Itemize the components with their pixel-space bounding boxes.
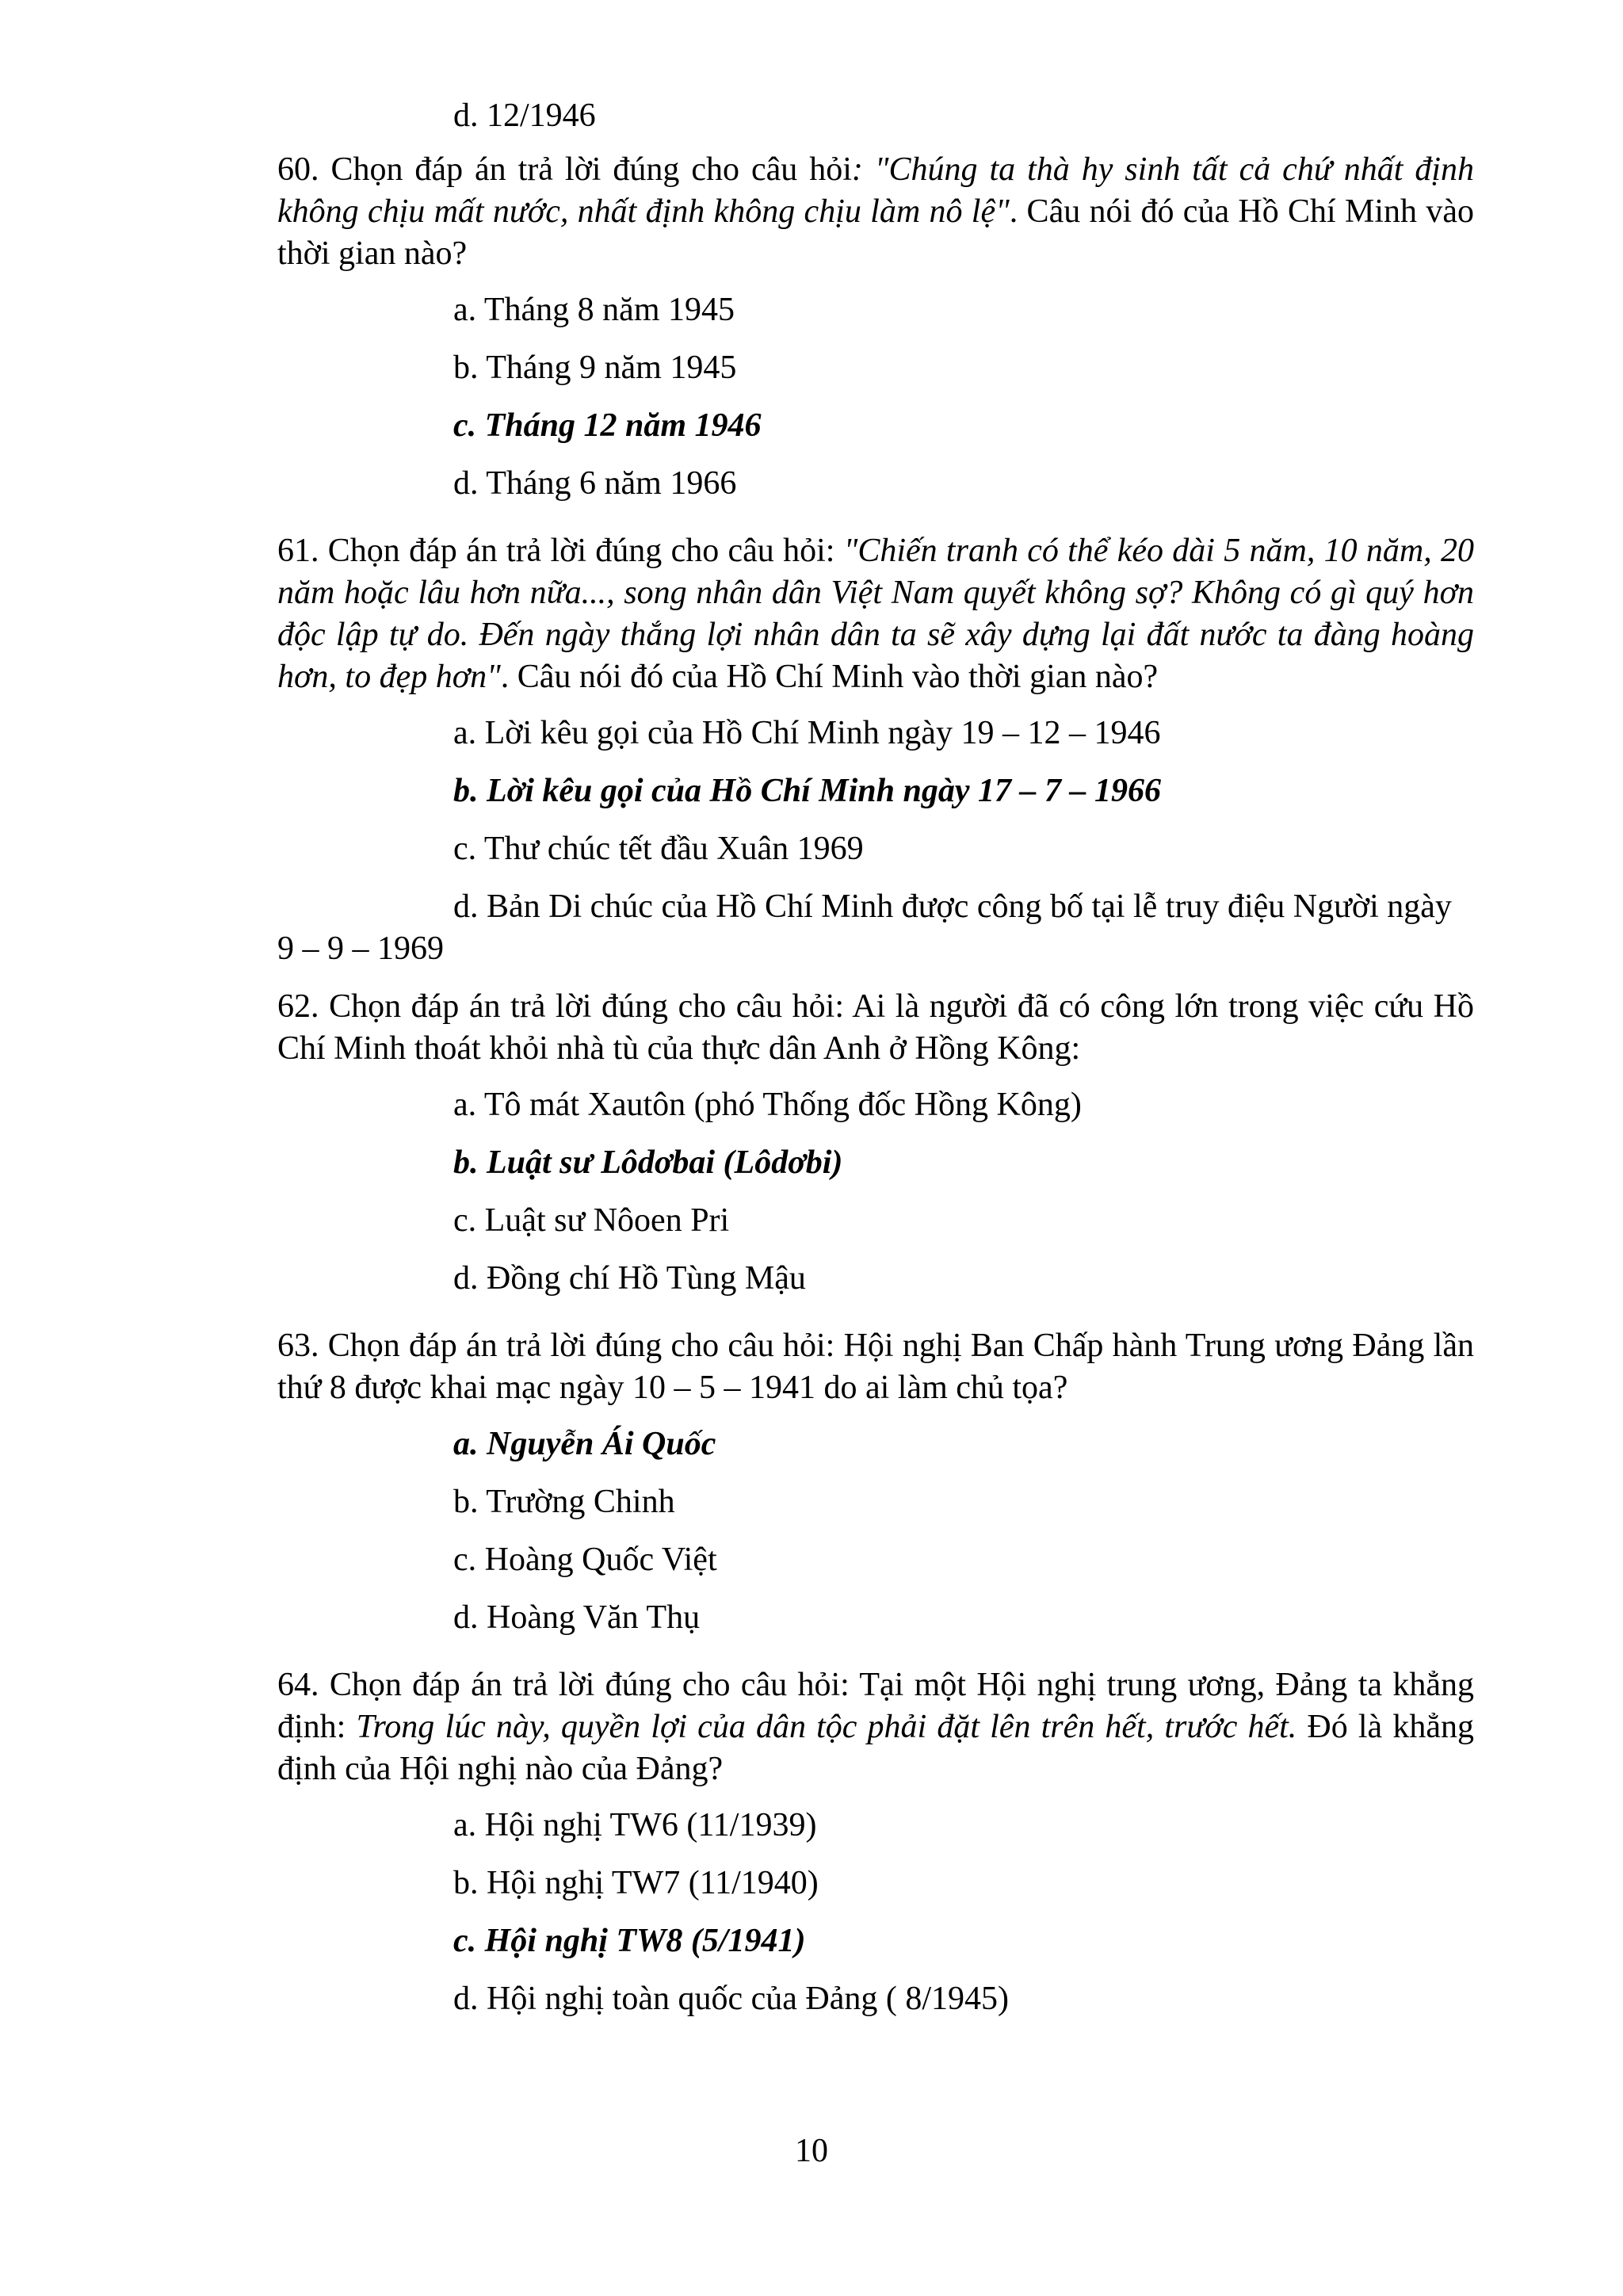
question-60-option-b: b. Tháng 9 năm 1945 — [453, 350, 737, 386]
question-60 — [277, 149, 1474, 275]
question-64-option-c-correct: c. Hội nghị TW8 (5/1941) — [453, 1923, 806, 1959]
question-60-option-a: a. Tháng 8 năm 1945 — [453, 292, 735, 328]
question-60-options — [277, 289, 1474, 521]
page-number: 10 — [795, 2133, 828, 2169]
question-61-option-a: a. Lời kêu gọi của Hồ Chí Minh ngày 19 – 12 – 1946 — [453, 715, 1161, 751]
question-64-option-d: d. Hội nghị toàn quốc của Đảng ( 8/1945) — [453, 1981, 1010, 2017]
question-62-option-d: d. Đồng chí Hồ Tùng Mậu — [453, 1260, 806, 1297]
question-64-option-b: b. Hội nghị TW7 (11/1940) — [453, 1865, 819, 1901]
question-60-quote: : "Chúng ta thà hy sinh tất cả chứ nhất định không chịu mất nước, nhất định không chịu làm nô lệ" — [277, 151, 1474, 230]
question-61-suffix: . Câu nói đó của Hồ Chí Minh vào thời gian nào? — [500, 659, 1159, 695]
question-60-option-d: d. Tháng 6 năm 1966 — [453, 465, 737, 502]
question-61-quote: "Chiến tranh có thể kéo dài 5 năm, 10 năm, 20 năm hoặc lâu hơn nữa..., song nhân dân Việt Nam quyết không sợ? Không có gì quý hơn độc lập tự do. Đến ngày thắng lợi nhân dân ta sẽ xây dựng lại đất nước ta đàng hoàng hơn, to đẹp hơn" — [277, 533, 1475, 695]
question-62-option-c: c. Luật sư Nôoen Pri — [453, 1202, 730, 1239]
question-64-option-a: a. Hội nghị TW6 (11/1939) — [453, 1807, 817, 1843]
question-64-quote: Trong lúc này, quyền lợi của dân tộc phải đặt lên trên hết, trước hết. — [356, 1709, 1297, 1745]
question-60-option-c-correct: c. Tháng 12 năm 1946 — [453, 407, 762, 444]
question-64 — [277, 1664, 1474, 1790]
question-64-options — [277, 1805, 1474, 2036]
question-60-prefix: 60. Chọn đáp án trả lời đúng cho câu hỏi — [277, 151, 852, 188]
question-63-option-d: d. Hoàng Văn Thụ — [453, 1599, 701, 1636]
question-62-option-a: a. Tô mát Xautôn (phó Thống đốc Hồng Kông) — [453, 1087, 1082, 1123]
question-61-option-d: d. Bản Di chúc của Hồ Chí Minh được công bố tại lễ truy điệu Người ngày 9 – 9 – 1969 — [277, 888, 1452, 967]
question-63-option-b: b. Trường Chinh — [453, 1484, 675, 1520]
question-63-option-c: c. Hoàng Quốc Việt — [453, 1541, 717, 1578]
question-61-option-c: c. Thư chúc tết đầu Xuân 1969 — [453, 831, 864, 867]
question-63: 63. Chọn đáp án trả lời đúng cho câu hỏi: Hội nghị Ban Chấp hành Trung ương Đảng lần thứ 8 được khai mạc ngày 10 – 5 – 1941 do ai làm chủ tọa? — [277, 1328, 1474, 1406]
question-63-option-a-correct: a. Nguyễn Ái Quốc — [453, 1426, 716, 1462]
question-61 — [277, 530, 1474, 698]
question-62: 62. Chọn đáp án trả lời đúng cho câu hỏi: Ai là người đã có công lớn trong việc cứu Hồ Chí Minh thoát khỏi nhà tù của thực dân Anh ở Hồng Kông: — [277, 988, 1474, 1067]
question-64-prefix: 64. Chọn đáp án trả lời đúng cho câu hỏi: Tại một Hội nghị trung ương, Đảng ta khẳng định: — [277, 1667, 1474, 1745]
question-64-suffix: Đó là khẳng định của Hội nghị nào của Đảng? — [277, 1709, 1474, 1787]
question-61-prefix: 61. Chọn đáp án trả lời đúng cho câu hỏi: — [277, 533, 844, 569]
question-61-option-b-correct: b. Lời kêu gọi của Hồ Chí Minh ngày 17 – 7 – 1966 — [453, 773, 1161, 809]
question-61-options — [277, 712, 1474, 970]
option-d-previous: d. 12/1946 — [453, 97, 596, 134]
question-63-options — [277, 1423, 1474, 1655]
page-content — [277, 95, 1474, 2046]
question-62-options — [277, 1084, 1474, 1316]
question-62-option-b-correct: b. Luật sư Lôdơbai (Lôdơbi) — [453, 1144, 843, 1181]
question-60-suffix: . Câu nói đó của Hồ Chí Minh vào thời gian nào? — [277, 193, 1474, 272]
